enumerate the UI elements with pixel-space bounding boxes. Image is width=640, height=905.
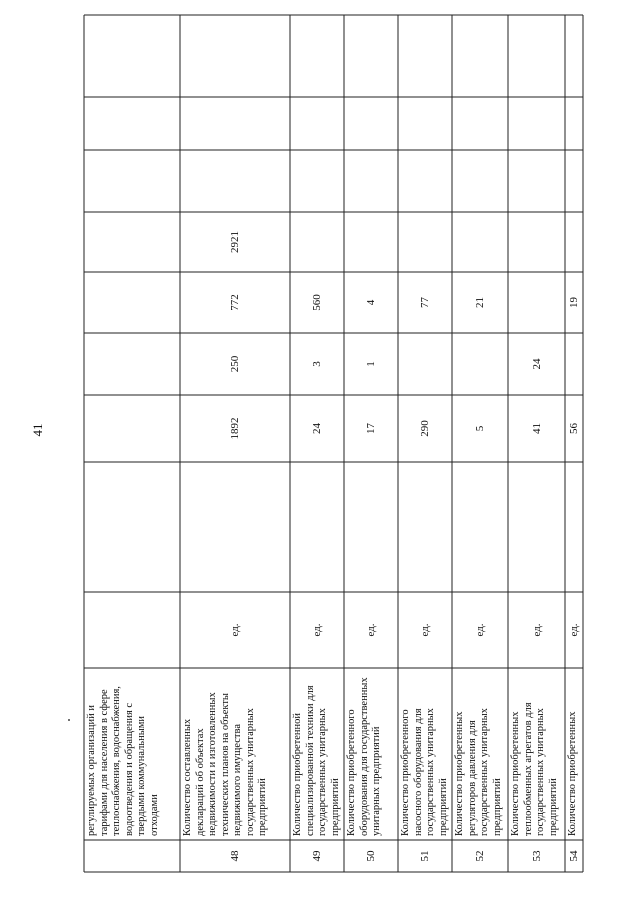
table-cell-value [398,212,452,272]
table-cell-value: 41 [530,423,543,434]
table-cell-value: 2921 [229,231,241,253]
row-unit: ед. [365,623,377,637]
table-cell-value: 4 [365,299,377,306]
table-cell-value [452,97,508,150]
row-description: регулируемых организаций и тарифами для населения в сфере теплоснабжения, водоснабжения, водоотведения и обращения с твердыми коммунальными отходами [86,686,160,836]
table-cell-value: 5 [474,425,486,432]
table-cell-value [84,395,180,462]
table-cell-value [290,462,344,592]
row-number: 53 [530,850,543,862]
table-cell-value: 24 [311,423,323,434]
table-cell-value [398,97,452,150]
table-cell-value [84,97,180,150]
table-cell-value [344,150,398,212]
table-cell-value [452,15,508,97]
table-cell-value [84,150,180,212]
table-cell-value: 3 [311,361,323,367]
table-cell-value [508,97,565,150]
page-number: 41 [30,423,45,437]
table-cell-value [565,97,583,150]
table-cell-value [290,150,344,212]
row-description: Количество приобретенных теплообменных агрегатов для государственных унитарных предприятий [510,702,559,836]
table-cell-value [565,212,583,272]
table-cell-value: 1 [365,361,377,367]
table-cell-value [180,15,290,97]
table-cell-value [452,462,508,592]
row-unit: ед. [474,623,486,637]
table-cell-value [565,333,583,395]
table-cell-value [344,15,398,97]
table-cell-value: 772 [229,294,241,311]
table-cell-value [452,212,508,272]
table-cell-value: 1892 [229,417,241,440]
table-cell-value: 17 [365,423,377,434]
table-cell-value [508,15,565,97]
row-unit [84,592,180,668]
table-cell-value [344,97,398,150]
table-cell-value: 24 [530,358,543,370]
row-number: 49 [311,850,323,862]
table-cell-value: 56 [568,423,580,434]
row-number: 50 [365,850,377,862]
row-unit: ед. [229,623,241,637]
table-cell-value [565,462,583,592]
row-unit: ед. [530,623,543,637]
table-cell-value [398,462,452,592]
table-cell-value [344,212,398,272]
row-description: Количество приобретенной специализированной техники для государственных унитарных предприятий [292,685,341,836]
table-cell-value [398,333,452,395]
table-cell-value [508,150,565,212]
row-number [84,840,180,872]
table-cell-value [398,15,452,97]
table-cell-value: 77 [419,297,431,308]
table-cell-value [84,15,180,97]
table-cell-value: 19 [568,297,580,308]
row-description: Количество приобретенных регуляторов давления для государственных унитарных предприятий [454,708,503,836]
table-cell-value [84,212,180,272]
table-cell-value [398,150,452,212]
table-cell-value [508,272,565,333]
table-cell-value: 21 [474,297,486,308]
row-unit: ед. [419,623,431,637]
table-cell-value [508,462,565,592]
table-cell-value [180,97,290,150]
row-unit: ед. [311,623,323,637]
table-cell-value [452,150,508,212]
table-cell-value [84,333,180,395]
table-cell-value [565,15,583,97]
table-cell-value [452,333,508,395]
table-cell-value [84,272,180,333]
row-unit: ед. [568,623,580,637]
row-description: Количество приобретенного насосного оборудования для государственных унитарных предприятий [400,708,449,836]
row-number: 48 [229,850,241,862]
table-cell-value [180,150,290,212]
table-cell-value [508,212,565,272]
table-cell-value [344,462,398,592]
row-number: 54 [568,850,580,862]
row-description: Количество приобретенных [567,711,578,836]
row-number: 51 [419,850,431,862]
row-number: 52 [474,850,486,862]
table-cell-value: 250 [229,355,241,373]
table-cell-value [290,15,344,97]
table-cell-value [290,212,344,272]
table-cell-value [84,462,180,592]
table-cell-value: 290 [419,420,431,437]
table-cell-value [180,462,290,592]
table-cell-value: 560 [311,294,323,311]
row-description: Количество составленных деклараций об объектах недвижимости и изготовленных технических планов на объекты недвижимого имущества государственных унитарных предприятий [182,692,268,836]
row-description: Количество приобретенного оборудования для государственных унитарных предприятий [346,677,382,836]
table-cell-value [290,97,344,150]
table-cell-value [565,150,583,212]
